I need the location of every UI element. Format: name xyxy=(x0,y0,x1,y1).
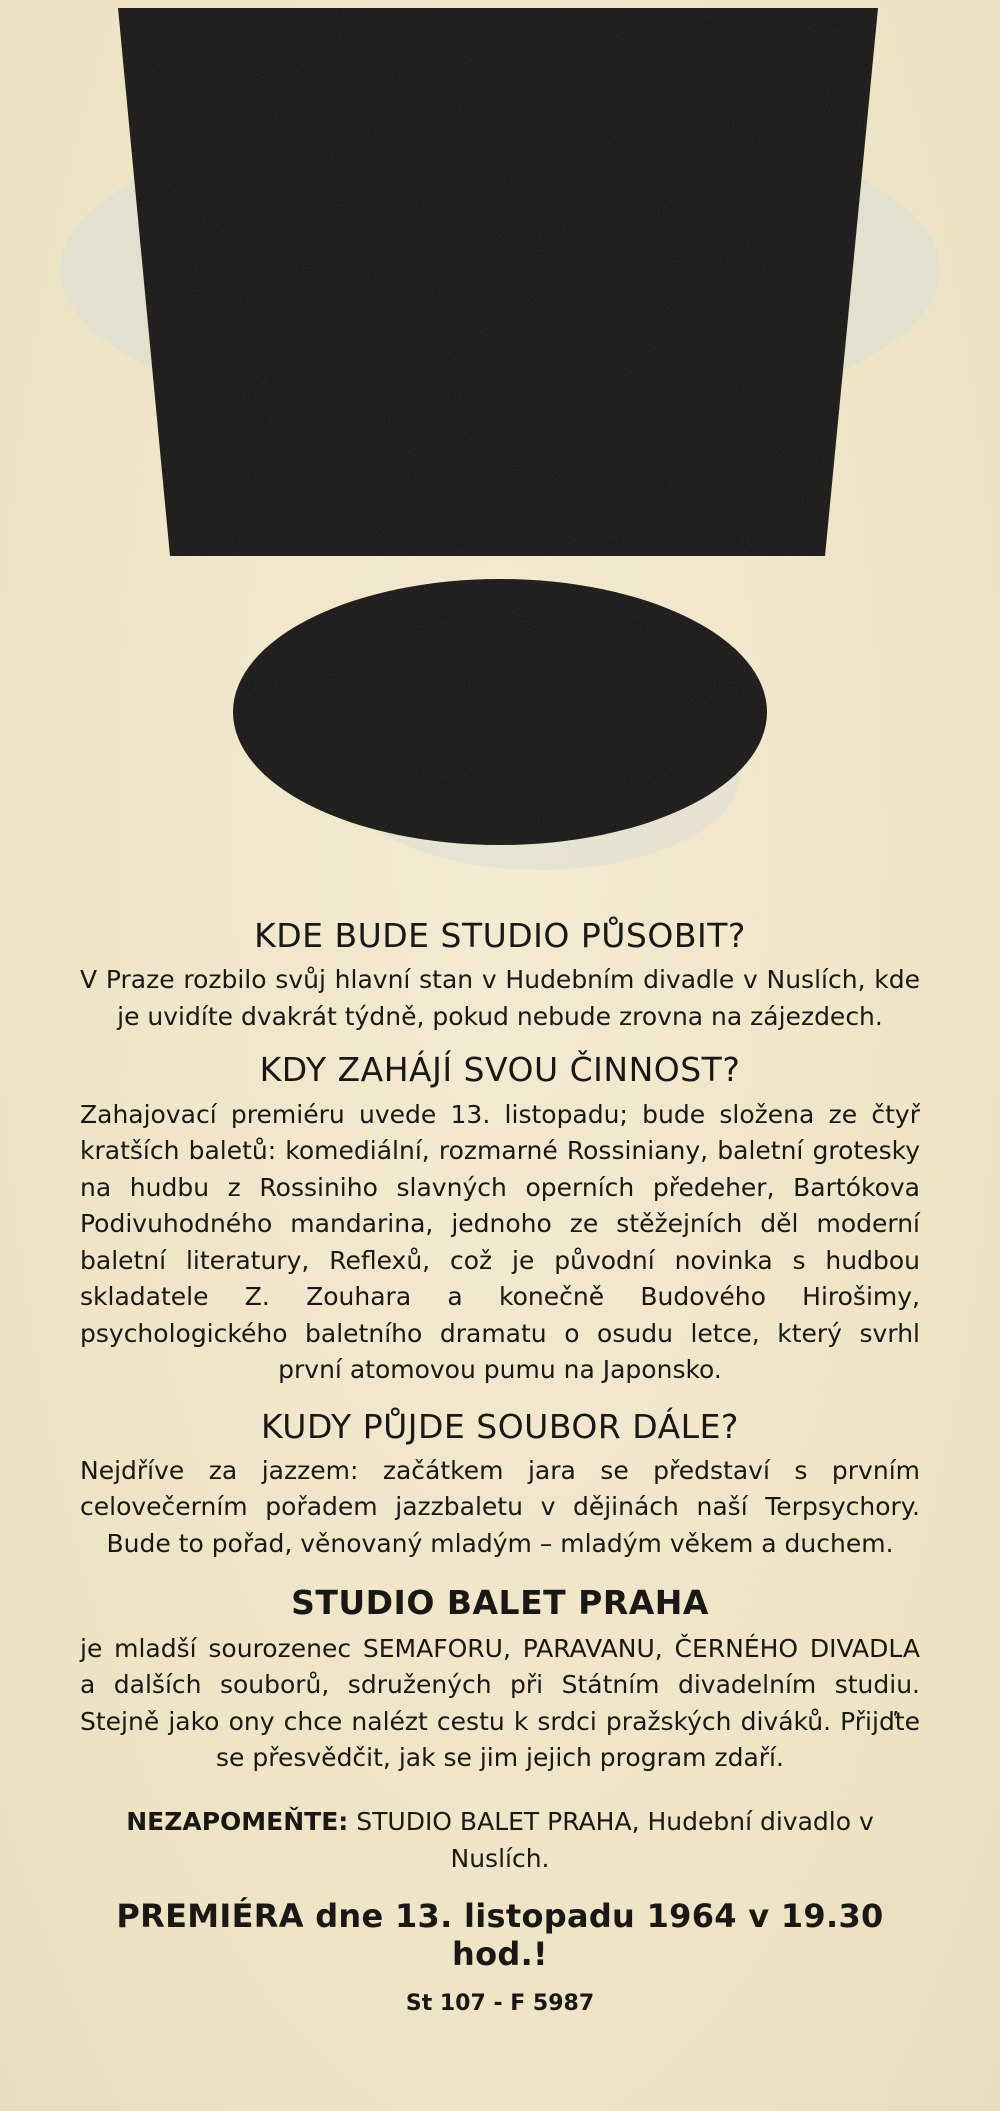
reminder-text: STUDIO BALET PRAHA, Hudební divadlo v Nuslích. xyxy=(356,1806,874,1873)
premiere-announcement: PREMIÉRA dne 13. listopadu 1964 v 19.30 hod.! xyxy=(116,1896,884,1973)
section-body: V Praze rozbilo svůj hlavní stan v Hudebním divadle v Nuslích, kde je uvidíte dvakrát týdně, pokud nebude zrovna na zájezdech. xyxy=(80,965,920,1031)
section-heading: KDE BUDE STUDIO PŮSOBIT? xyxy=(254,916,746,955)
section-heading: KUDY PŮJDE SOUBOR DÁLE? xyxy=(261,1406,739,1446)
section-when xyxy=(80,1049,920,1388)
section-body: je mladší sourozenec SEMAFORU, PARAVANU, ČERNÉHO DIVADLA a dalších souborů, sdružených při Státním divadelním studiu. Stejně jako ony chce nalézt cestu k srdci pražských diváků. Přijďte se přesvědčit, jak se jim jejich program zdaří. xyxy=(80,1633,920,1772)
section-heading: KDY ZAHÁJÍ SVOU ČINNOST? xyxy=(259,1050,741,1090)
print-code: St 107 - F 5987 xyxy=(405,1990,595,2016)
reminder-line xyxy=(80,1803,920,1877)
section-studio xyxy=(80,1582,920,1776)
section-next xyxy=(80,1406,920,1563)
section-body: Nejdříve za jazzem: začátkem jara se představí s prvním celovečerním pořadem jazzbaletu v dějinách naší Terpsychory. Bude to pořad, věnovaný mladým – mladým věkem a duchem. xyxy=(80,1455,920,1558)
section-where xyxy=(80,915,920,1035)
section-body: Zahajovací premiéru uvede 13. listopadu; bude složena ze čtyř kratších baletů: komediální, rozmarné Rossiniany, baletní grotesky na hudbu z Rossiniho slavných operních předeher, Bartókova Podivuhodného mandarina, jednoho ze stěžejních děl moderní baletní literatury, Reflexů, což je původní novinka s hudbou skladatele Z. Zouhara a konečně Budového Hirošimy, psychologického baletního dramatu o osudu letce, který svrhl první atomovou pumu na Japonsko. xyxy=(80,1099,920,1384)
exclamation-mark-graphic xyxy=(0,0,1000,900)
leaflet-text xyxy=(80,915,920,2016)
reminder-label: NEZAPOMEŇTE: xyxy=(126,1806,349,1836)
section-heading: STUDIO BALET PRAHA xyxy=(291,1583,709,1623)
